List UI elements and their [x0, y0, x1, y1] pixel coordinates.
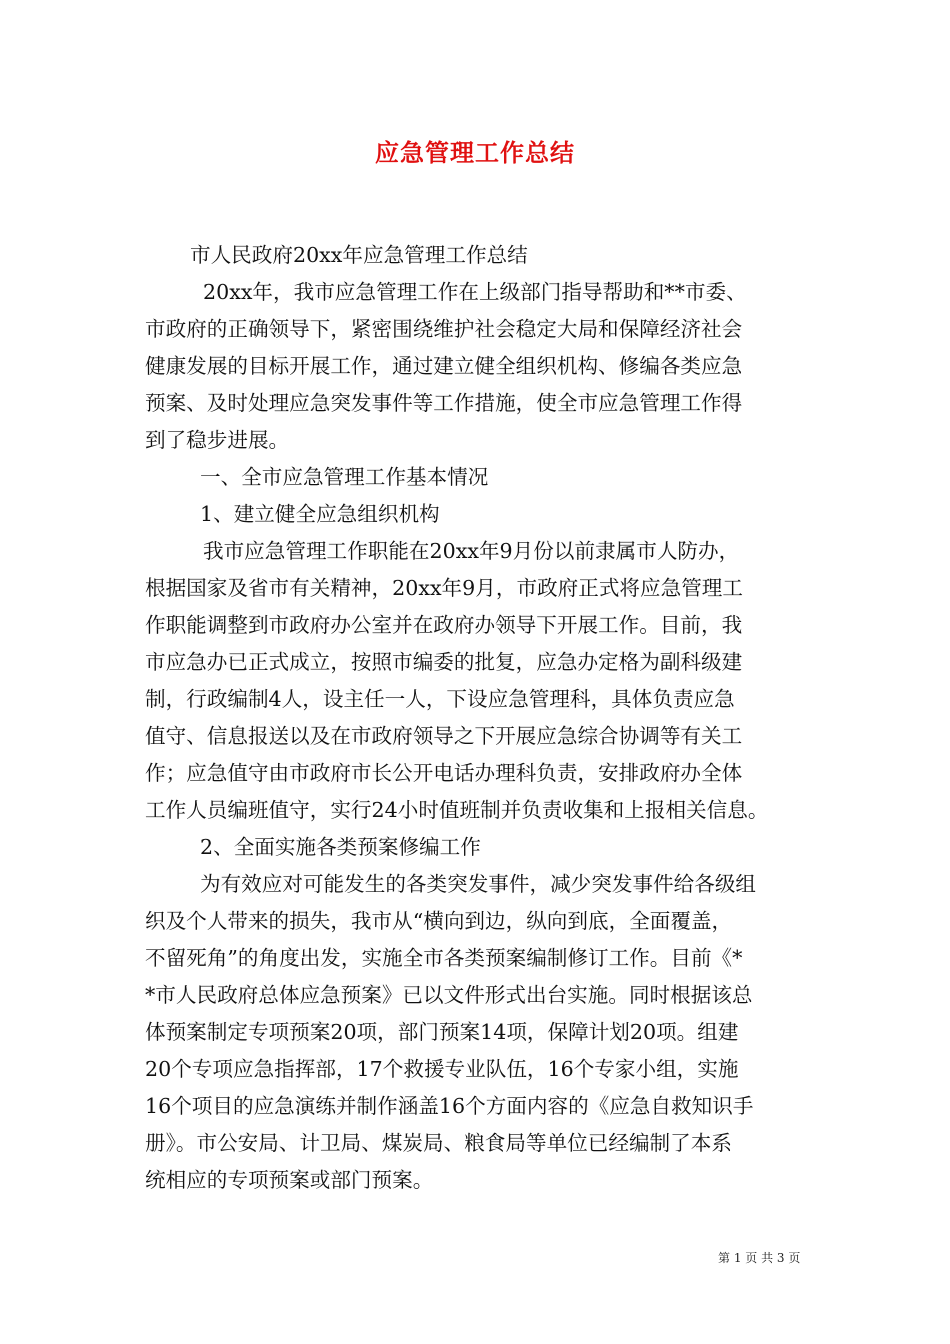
paragraph-line: 作；应急值守由市政府市长公开电话办理科负责，安排政府办全体: [145, 761, 743, 785]
paragraph-first-line: 1、建立健全应急组织机构: [200, 502, 440, 526]
paragraph-line: 预案、及时处理应急突发事件等工作措施，使全市应急管理工作得: [145, 391, 743, 415]
paragraph-first-line: 市人民政府20xx年应急管理工作总结: [190, 243, 528, 267]
paragraph-line: 统相应的专项预案或部门预案。: [145, 1168, 434, 1192]
paragraph-line: 体预案制定专项预案20项，部门预案14项，保障计划20项。组建: [145, 1020, 739, 1044]
paragraph-line: 市应急办已正式成立，按照市编委的批复，应急办定格为副科级建: [145, 650, 743, 674]
paragraph-line: 册》。市公安局、计卫局、煤炭局、粮食局等单位已经编制了本系: [145, 1131, 732, 1155]
paragraph-line: 制，行政编制4人，设主任一人，下设应急管理科，具体负责应急: [145, 687, 735, 711]
paragraph-line: 作职能调整到市政府办公室并在政府办领导下开展工作。目前，我: [145, 613, 743, 637]
paragraph-line: *市人民政府总体应急预案》已以文件形式出台实施。同时根据该总: [145, 983, 753, 1007]
paragraph-line: 工作人员编班值守，实行24小时值班制并负责收集和上报相关信息。: [145, 798, 769, 822]
paragraph-first-line: 2、全面实施各类预案修编工作: [200, 835, 481, 859]
paragraph-line: 健康发展的目标开展工作，通过建立健全组织机构、修编各类应急: [145, 354, 743, 378]
page-indicator: 第 1 页 共 3 页: [718, 1251, 801, 1265]
paragraph-line: 不留死角”的角度出发，实施全市各类预案编制修订工作。目前《*: [145, 946, 743, 970]
document-title: 应急管理工作总结: [375, 139, 575, 167]
paragraph-line: 织及个人带来的损失，我市从“横向到边，纵向到底，全面覆盖，: [145, 909, 733, 933]
paragraph-first-line: 我市应急管理工作职能在20xx年9月份以前隶属市人防办，: [203, 539, 740, 563]
paragraph-first-line: 20xx年，我市应急管理工作在上级部门指导帮助和**市委、: [203, 280, 747, 304]
paragraph-first-line: 为有效应对可能发生的各类突发事件，减少突发事件给各级组: [200, 872, 757, 896]
paragraph-first-line: 一、全市应急管理工作基本情况: [200, 465, 489, 489]
paragraph-line: 根据国家及省市有关精神，20xx年9月，市政府正式将应急管理工: [145, 576, 743, 600]
paragraph-line: 到了稳步进展。: [145, 428, 290, 452]
paragraph-line: 值守、信息报送以及在市政府领导之下开展应急综合协调等有关工: [145, 724, 743, 748]
paragraph-line: 16个项目的应急演练并制作涵盖16个方面内容的《应急自救知识手: [145, 1094, 754, 1118]
paragraph-line: 20个专项应急指挥部，17个救援专业队伍，16个专家小组，实施: [145, 1057, 739, 1081]
paragraph-line: 市政府的正确领导下，紧密围绕维护社会稳定大局和保障经济社会: [145, 317, 743, 341]
